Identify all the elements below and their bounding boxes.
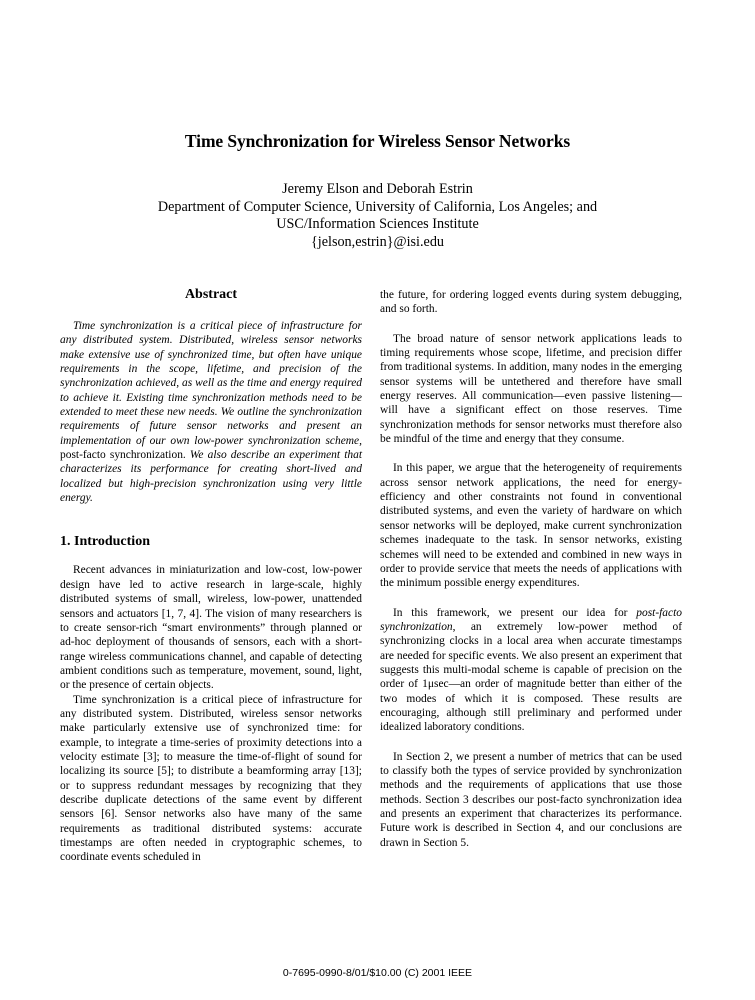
body-paragraph: In this paper, we argue that the heterogeneity of requirements across sensor network applications, the need for energy-efficiency and other constraints not found in conventional distributed systems, and even the variety of hardware on which sensor networks will be deployed, make current synchronization schemes inadequate to the task. In sensor networks, existing schemes will need to be extended and combined in new ways in order to provide service that meets the needs of applications with the minimum possible energy expenditures. — [380, 462, 682, 590]
left-column — [60, 286, 362, 865]
author-email: {jelson,estrin}@isi.edu — [310, 233, 445, 250]
author-block — [0, 181, 755, 251]
right-column — [380, 288, 682, 850]
framework-term: post-facto synchronization — [380, 606, 682, 633]
abstract-heading: Abstract — [184, 287, 238, 302]
author-names: Jeremy Elson and Deborah Estrin — [282, 181, 473, 197]
framework-intro: In this framework, we present our idea for — [393, 606, 637, 619]
continued-paragraph: the future, for ordering logged events during system debugging, and so forth. — [380, 289, 682, 316]
framework-rest: , an extremely low-power method of synchronizing clocks in a local area when accurate timestamps are needed for specific events. We also present an experiment that suggests this multi-modal scheme is capable of precision on the order of 1μsec—an order of magnitude better than either of the two modes of which it is composed. These results are encouraging, although still preliminary and performed under idealized laboratory conditions. — [380, 620, 682, 734]
body-paragraph: The broad nature of sensor network applications leads to timing requirements whose scope, lifetime, and precision differ from traditional systems. In addition, many nodes in the emerging sensor systems will be untethered and therefore have small energy reserves. All communication—even passive listening—will have a significant effect on those reserves. Time synchronization methods for sensor networks must therefore also be mindful of the time and energy that they consume. — [380, 332, 682, 446]
affiliation-line-2: USC/Information Sciences Institute — [276, 216, 479, 232]
abstract-text-part-1: Time synchronization is a critical piece of infrastructure for any distributed system. Distributed, wireless sensor networks make extensive use of synchronized time, but often have unique requirements in the scope, lifetime, and precision of the synchronization achieved, as well as the time and energy required to achieve it. Existing time synchronization methods need to be extended to meet these new needs. We outline the synchronization requirements of future sensor networks and present an implementation of our own low-power synchronization scheme, — [60, 320, 362, 447]
intro-paragraph: Recent advances in miniaturization and low-cost, low-power design have led to active research in large-scale, highly distributed systems of small, wireless, low-power, unattended sensors and actuators [1, 7, 4]. The vision of many researchers is to create sensor-rich “smart environments” through planned or ad-hoc deployment of thousands of sensors, each with a short-range wireless communications channel, and capable of detecting ambient conditions such as temperature, movement, sound, light, or the presence of certain objects. — [60, 564, 362, 692]
paper-title: Time Synchronization for Wireless Sensor Networks — [184, 131, 571, 151]
abstract-text-part-2: We also describe an experiment that characterizes its performance for creating short-lived and localized but high-precision synchronization using very little energy. — [60, 449, 362, 505]
copyright-footer: 0-7695-0990-8/01/$10.00 (C) 2001 IEEE — [282, 967, 473, 979]
abstract-text — [60, 319, 362, 505]
affiliation-line-1: Department of Computer Science, University of California, Los Angeles; and — [157, 198, 598, 215]
framework-paragraph — [380, 606, 682, 735]
section-heading-introduction: 1. Introduction — [60, 534, 150, 550]
abstract-text-upright: post-facto synchronization. — [60, 449, 186, 462]
sections-overview-paragraph: In Section 2, we present a number of metrics that can be used to classify both the types of service provided by synchronization methods and the requirements of applications that use those methods. Section 3 describes our post-facto synchronization idea and presents an experiment that characterizes its performance. Future work is described in Section 4, and our conclusions are drawn in Section 5. — [380, 750, 682, 849]
intro-paragraph: Time synchronization is a critical piece of infrastructure for any distributed system. Distributed, wireless sensor networks make particularly extensive use of synchronized time: for example, to integrate a time-series of proximity detections into a velocity estimate [3]; to measure the time-of-flight of sound for localizing its source [5]; to distribute a beamforming array [13]; or to suppress redundant messages by recognizing that they describe duplicate detections of the same event by different sensors [6]. Sensor networks also have many of the same requirements as traditional distributed systems: accurate timestamps are often needed in cryptographic schemes, to coordinate events scheduled in — [60, 693, 362, 864]
